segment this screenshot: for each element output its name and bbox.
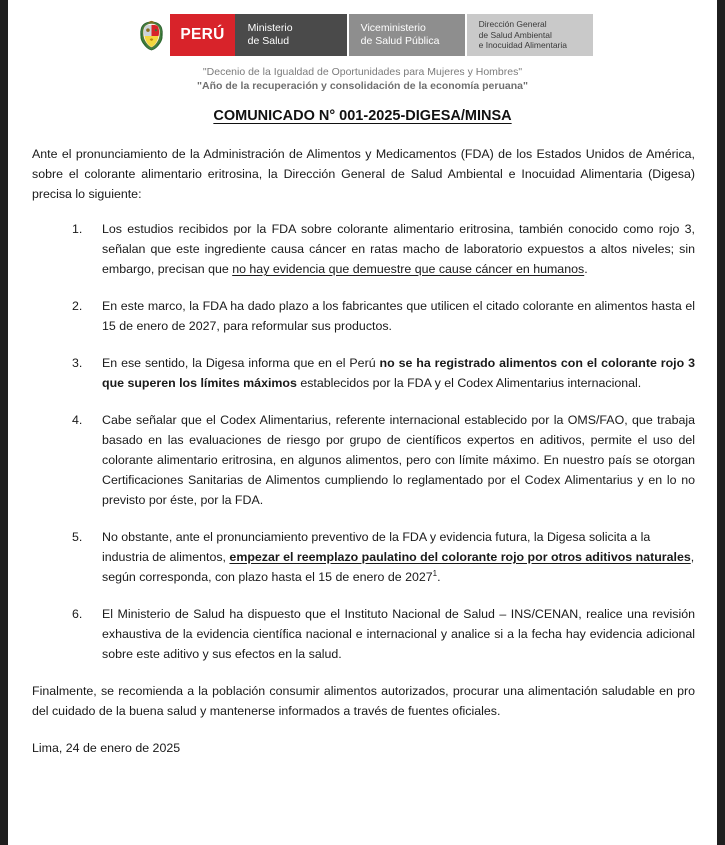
list-item	[66, 410, 695, 510]
dateline: Lima, 24 de enero de 2025	[32, 741, 181, 755]
item-6-text: El Ministerio de Salud ha dispuesto que el Instituto Nacional de Salud – INS/CENAN, realice una revisión exhaustiva de la evidencia científica nacional e internacional y analice si a la fecha hay evidencia adicional sobre este aditivo y sus efectos en la salud.	[102, 607, 695, 661]
direction-line-3: e Inocuidad Alimentaria	[478, 40, 567, 51]
numbered-items-list	[32, 219, 695, 664]
item-3-text-b: establecidos por la FDA y el Codex Alimentarius internacional.	[296, 376, 642, 390]
viceministry-block	[347, 14, 465, 56]
list-item	[66, 296, 695, 336]
institutional-header	[22, 14, 703, 56]
item-1-underlined: no hay evidencia que demuestre que cause cáncer en humanos	[232, 262, 585, 276]
intro-paragraph: Ante el pronunciamiento de la Administración de Alimentos y Medicamentos (FDA) de los Estados Unidos de América, sobre el colorante alimentario eritrosina, la Dirección General de Salud Ambiental e Inocuidad Alimentaria (Digesa) precisa lo siguiente:	[32, 147, 695, 201]
logo-block	[132, 14, 592, 56]
list-item	[66, 353, 695, 393]
motto-year: "Año de la recuperación y consolidación de la economía peruana"	[197, 80, 528, 92]
item-1-text-b: .	[584, 262, 588, 276]
official-mottos	[22, 65, 703, 93]
peru-brand-label	[170, 14, 234, 56]
direction-line-2: de Salud Ambiental	[478, 29, 552, 40]
closing-section	[32, 681, 695, 758]
ministry-of-health-block	[235, 14, 347, 56]
item-5-text-c: .	[437, 570, 441, 584]
list-item	[66, 527, 695, 587]
general-direction-block	[465, 14, 593, 56]
item-2-text: En este marco, la FDA ha dado plazo a los fabricantes que utilicen el citado colorante en alimentos hasta el 15 de enero de 2027, para reformular sus productos.	[102, 299, 695, 333]
ministry-line-1: Ministerio	[247, 22, 293, 34]
viceministry-line-2: de Salud Pública	[360, 35, 440, 47]
item-5-text-b: , según corresponda, con plazo hasta el 15 de enero de 2027	[102, 550, 695, 584]
list-item	[66, 219, 695, 279]
item-3-text-a: En ese sentido, la Digesa informa que en el Perú	[102, 356, 380, 370]
direction-line-1: Dirección General	[478, 19, 547, 30]
final-paragraph: Finalmente, se recomienda a la población consumir alimentos autorizados, procurar una alimentación saludable en pro del cuidado de la buena salud y mantenerse informados a través de fuentes oficiales.	[32, 684, 695, 718]
peru-text: PERÚ	[180, 26, 225, 43]
item-5-bold-underlined: empezar el reemplazo paulatino del colorante rojo por otros aditivos naturales	[229, 550, 691, 564]
page-title: COMUNICADO N° 001-2025-DIGESA/MINSA	[213, 108, 512, 124]
item-5-text-a: No obstante, ante el pronunciamiento preventivo de la FDA y evidencia futura, la Digesa solicita a la industria de alimentos,	[102, 530, 651, 564]
viceministry-line-1: Viceministerio	[360, 22, 426, 34]
item-1-text-a: Los estudios recibidos por la FDA sobre colorante alimentario eritrosina, también conocido como rojo 3, señalan que este ingrediente causa cáncer en ratas macho de laboratorio expuestos a altos niveles; sin embargo, precisan que	[102, 222, 695, 276]
footnote-marker: 1	[432, 568, 438, 578]
motto-decade: "Decenio de la Igualdad de Oportunidades para Mujeres y Hombres"	[202, 66, 523, 78]
list-item	[66, 604, 695, 664]
peru-coat-of-arms-icon	[132, 14, 170, 56]
document-body	[22, 144, 703, 758]
item-3-bold: no se ha registrado alimentos con el colorante rojo 3 que superen los límites máximos	[102, 356, 696, 390]
document-page	[8, 0, 717, 845]
item-4-text: Cabe señalar que el Codex Alimentarius, referente internacional establecido por la OMS/FAO, que trabaja basado en las evaluaciones de riesgo por grupo de científicos expertos en aditivos, permite el uso del colorante alimentario eritrosina, en algunos alimentos, pero con límite máximo. En nuestro país se otorgan Certificaciones Sanitarias de Alimentos cumpliendo lo reglamentado por el Codex Alimentarius y en lo no previsto por éste, por la FDA.	[102, 413, 695, 507]
ministry-line-2: de Salud	[247, 35, 290, 47]
